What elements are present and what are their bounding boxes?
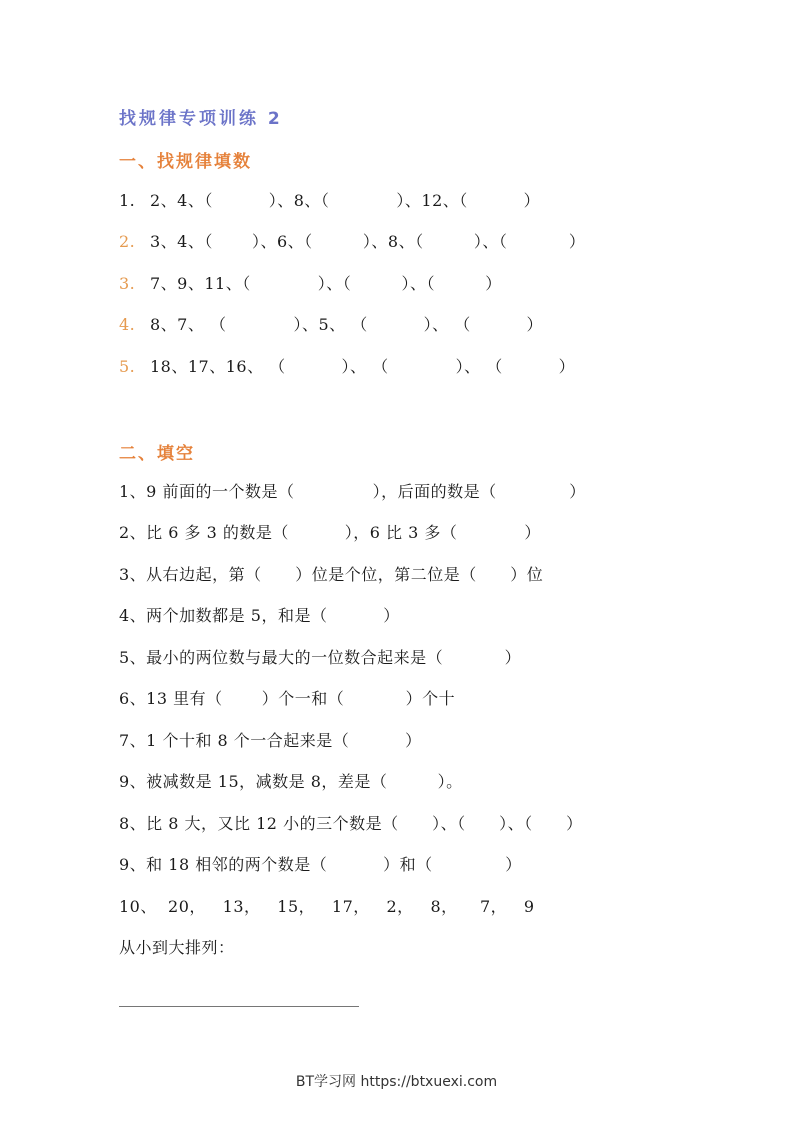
fill-item-8: 9、被减数是 15，减数是 8，差是（ ）。 bbox=[119, 772, 463, 791]
item-number: 4. bbox=[119, 315, 136, 334]
item-number: 3. bbox=[119, 274, 136, 293]
page-footer: BT学习网 https://btxuexi.com bbox=[295, 1074, 498, 1090]
fill-item-5: 5、最小的两位数与最大的一位数合起来是（ ） bbox=[119, 648, 522, 667]
pattern-item-5 bbox=[119, 356, 575, 378]
section-1-heading: 一、找规律填数 bbox=[119, 152, 252, 172]
pattern-item-1 bbox=[119, 190, 540, 212]
fill-item-10: 9、和 18 相邻的两个数是（ ）和（ ） bbox=[119, 855, 522, 874]
fill-item-9: 8、比 8 大，又比 12 小的三个数是（ ）、（ ）、（ ） bbox=[119, 814, 583, 833]
fill-item-11: 10、 20， 13， 15， 17， 2， 8， 7， 9 bbox=[119, 897, 535, 916]
item-number: 1. bbox=[119, 191, 136, 210]
fill-item-4: 4、两个加数都是 5，和是（ ） bbox=[119, 606, 400, 625]
item-text: 7、9、11、（ ）、（ ）、（ ） bbox=[150, 274, 502, 293]
fill-item-6: 6、13 里有（ ）个一和（ ）个十 bbox=[119, 689, 456, 708]
item-number: 5. bbox=[119, 357, 136, 376]
pattern-item-2 bbox=[119, 231, 585, 253]
worksheet-title: 找规律专项训练 2 bbox=[119, 109, 283, 129]
item-number: 2. bbox=[119, 232, 136, 251]
item-text: 2、4、（ ）、8、（ ）、12、（ ） bbox=[150, 191, 541, 210]
pattern-item-4 bbox=[119, 314, 543, 336]
answer-line: ______________________________ bbox=[119, 988, 359, 1007]
fill-item-7: 7、1 个十和 8 个一合起来是（ ） bbox=[119, 731, 422, 750]
fill-item-12: 从小到大排列： bbox=[119, 938, 235, 957]
item-text: 3、4、（ ）、6、（ ）、8、（ ）、（ ） bbox=[150, 232, 586, 251]
item-text: 18、17、16、 （ ）、 （ ）、 （ ） bbox=[150, 357, 576, 376]
fill-item-3: 3、从右边起，第（ ）位是个位，第二位是（ ）位 bbox=[119, 565, 544, 584]
fill-item-2: 2、比 6 多 3 的数是（ ），6 比 3 多（ ） bbox=[119, 523, 541, 542]
item-text: 8、7、 （ ）、5、 （ ）、 （ ） bbox=[150, 315, 544, 334]
fill-item-1: 1、9 前面的一个数是（ ），后面的数是（ ） bbox=[119, 482, 586, 501]
section-2-heading: 二、填空 bbox=[119, 444, 195, 464]
pattern-item-3 bbox=[119, 273, 502, 295]
